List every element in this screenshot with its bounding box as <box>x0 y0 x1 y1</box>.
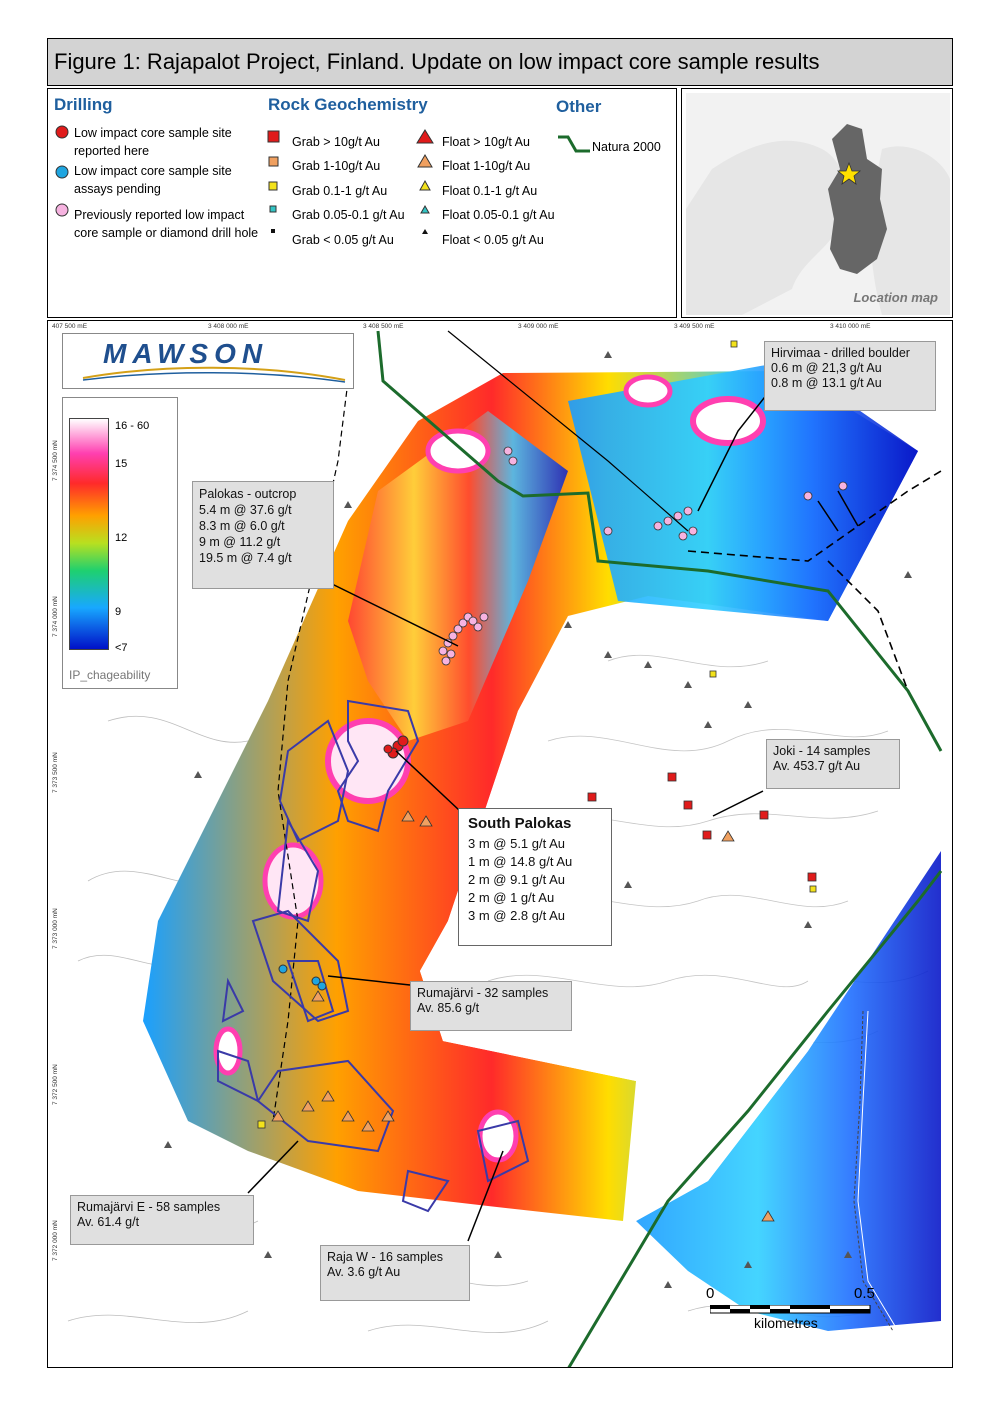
hirvimaa-line-3: 0.8 m @ 13.1 g/t Au <box>771 376 882 390</box>
float-item-2: Float 1-10g/t Au <box>442 159 531 173</box>
joki-line-1: Joki - 14 samples <box>773 744 871 758</box>
coord-top-5: 3 409 500 mE <box>674 323 715 330</box>
grab-cyan-square-icon <box>270 206 276 212</box>
colorbar-tick-1: 16 - 60 <box>115 420 150 432</box>
callout-rumajarvi-e <box>70 1195 254 1245</box>
float-orange-triangle-icon <box>418 155 432 167</box>
location-map-svg <box>682 89 953 318</box>
palokas-line-1: Palokas - outcrop <box>199 487 297 501</box>
scale-end: 0.5 <box>854 1285 875 1302</box>
coord-left-6: 7 372 000 mN <box>52 1220 59 1261</box>
drilling-item-2 <box>74 162 232 198</box>
legend-other-heading: Other <box>556 97 602 116</box>
coord-top-1: 407 500 mE <box>52 323 88 330</box>
rumajarvi-e-line-2: Av. 61.4 g/t <box>77 1215 140 1229</box>
hirvimaa-line-2: 0.6 m @ 21,3 g/t Au <box>771 361 882 375</box>
grab-item-2: Grab 1-10g/t Au <box>292 159 381 173</box>
float-item-3: Float 0.1-1 g/t Au <box>442 184 538 198</box>
rumajarvi-line-1: Rumajärvi - 32 samples <box>417 986 549 1000</box>
logo-text: MAWSON <box>103 338 269 369</box>
figure-title-bar <box>47 38 953 86</box>
south-palokas-line-2: 1 m @ 14.8 g/t Au <box>468 854 573 869</box>
pink-dot-icon <box>56 204 68 216</box>
float-item-5: Float < 0.05 g/t Au <box>442 233 544 247</box>
float-item-1: Float > 10g/t Au <box>442 135 530 149</box>
float-black-triangle-icon <box>422 229 428 234</box>
palokas-line-3: 8.3 m @ 6.0 g/t <box>199 519 285 533</box>
grab-red-square-icon <box>268 131 279 142</box>
drilling-item-2-line2: assays pending <box>74 182 161 196</box>
coord-top-2: 3 408 000 mE <box>208 323 249 330</box>
coord-left-4: 7 373 000 mN <box>52 908 59 949</box>
coord-left-3: 7 373 500 mN <box>52 752 59 793</box>
legend-rock-heading: Rock Geochemistry <box>268 95 428 114</box>
rumajarvi-e-line-1: Rumajärvi E - 58 samples <box>77 1200 221 1214</box>
grab-black-square-icon <box>271 229 275 233</box>
callout-rumajarvi <box>410 981 572 1031</box>
grab-yellow-square-icon <box>269 182 277 190</box>
mawson-logo <box>62 333 354 389</box>
colorbar-legend <box>62 397 178 689</box>
grab-symbols <box>266 129 282 249</box>
location-map-inset <box>681 88 953 318</box>
float-symbols <box>416 129 434 249</box>
coord-top-4: 3 409 000 mE <box>518 323 559 330</box>
location-map-label: Location map <box>853 290 938 305</box>
drilling-item-3-line2: core sample or diamond drill hole <box>74 226 259 240</box>
south-palokas-line-5: 3 m @ 2.8 g/t Au <box>468 908 566 923</box>
raja-w-line-2: Av. 3.6 g/t Au <box>327 1265 401 1279</box>
callout-joki <box>766 739 900 789</box>
colorbar-tick-3: 12 <box>115 532 128 544</box>
callout-hirvimaa <box>764 341 936 411</box>
colorbar-tick-5: <7 <box>115 642 128 654</box>
south-palokas-title: South Palokas <box>468 815 572 832</box>
drilling-item-3 <box>74 206 258 242</box>
joki-line-2: Av. 453.7 g/t Au <box>773 759 861 773</box>
blue-dot-icon <box>56 166 68 178</box>
main-map <box>47 320 953 1368</box>
grab-item-4: Grab 0.05-0.1 g/t Au <box>292 208 405 222</box>
drilling-item-1-line2: reported here <box>74 144 150 158</box>
colorbar-tick-2: 15 <box>115 458 128 470</box>
natura-label: Natura 2000 <box>592 140 661 154</box>
float-red-triangle-icon <box>417 130 433 143</box>
raja-w-line-1: Raja W - 16 samples <box>327 1250 444 1264</box>
drilling-item-3-line1: Previously reported low impact <box>74 208 245 222</box>
palokas-line-4: 9 m @ 11.2 g/t <box>199 535 281 549</box>
coord-left-5: 7 372 500 mN <box>52 1064 59 1105</box>
drilling-item-1-line1: Low impact core sample site <box>74 126 232 140</box>
callout-raja-w <box>320 1245 470 1301</box>
palokas-line-2: 5.4 m @ 37.6 g/t <box>199 503 292 517</box>
legend-panel <box>47 88 677 318</box>
south-palokas-line-4: 2 m @ 1 g/t Au <box>468 890 555 905</box>
hirvimaa-line-1: Hirvimaa - drilled boulder <box>771 346 910 360</box>
scale-unit: kilometres <box>754 1315 818 1331</box>
float-yellow-triangle-icon <box>420 181 430 190</box>
callout-palokas <box>192 481 334 589</box>
coord-top-6: 3 410 000 mE <box>830 323 871 330</box>
rumajarvi-line-2: Av. 85.6 g/t <box>417 1001 480 1015</box>
grab-orange-square-icon <box>269 157 278 166</box>
drilling-item-2-line1: Low impact core sample site <box>74 164 232 178</box>
south-palokas-line-3: 2 m @ 9.1 g/t Au <box>468 872 566 887</box>
figure-title: Figure 1: Rajapalot Project, Finland. Update on low impact core sample results <box>54 49 820 74</box>
callout-south-palokas <box>458 808 612 946</box>
natura-line-icon <box>556 133 592 157</box>
palokas-line-5: 19.5 m @ 7.4 g/t <box>199 551 292 565</box>
red-dot-icon <box>56 126 68 138</box>
grab-item-5: Grab < 0.05 g/t Au <box>292 233 394 247</box>
drilling-symbols <box>52 123 72 223</box>
scale-bar-graphic <box>710 1305 872 1315</box>
scale-start: 0 <box>706 1285 715 1302</box>
south-palokas-line-1: 3 m @ 5.1 g/t Au <box>468 836 566 851</box>
float-item-4: Float 0.05-0.1 g/t Au <box>442 208 555 222</box>
grab-item-1: Grab > 10g/t Au <box>292 135 380 149</box>
drilling-item-1 <box>74 124 232 160</box>
float-cyan-triangle-icon <box>421 206 429 213</box>
coord-top-3: 3 408 500 mE <box>363 323 404 330</box>
coord-left-2: 7 374 000 mN <box>52 596 59 637</box>
colorbar-ramp <box>69 418 109 650</box>
colorbar-tick-4: 9 <box>115 606 122 618</box>
coord-left-1: 7 374 500 mN <box>52 440 59 481</box>
colorbar-label: IP_chageability <box>69 668 151 682</box>
scale-bar <box>704 1285 884 1335</box>
legend-drilling-heading: Drilling <box>54 95 113 114</box>
grab-item-3: Grab 0.1-1 g/t Au <box>292 184 388 198</box>
